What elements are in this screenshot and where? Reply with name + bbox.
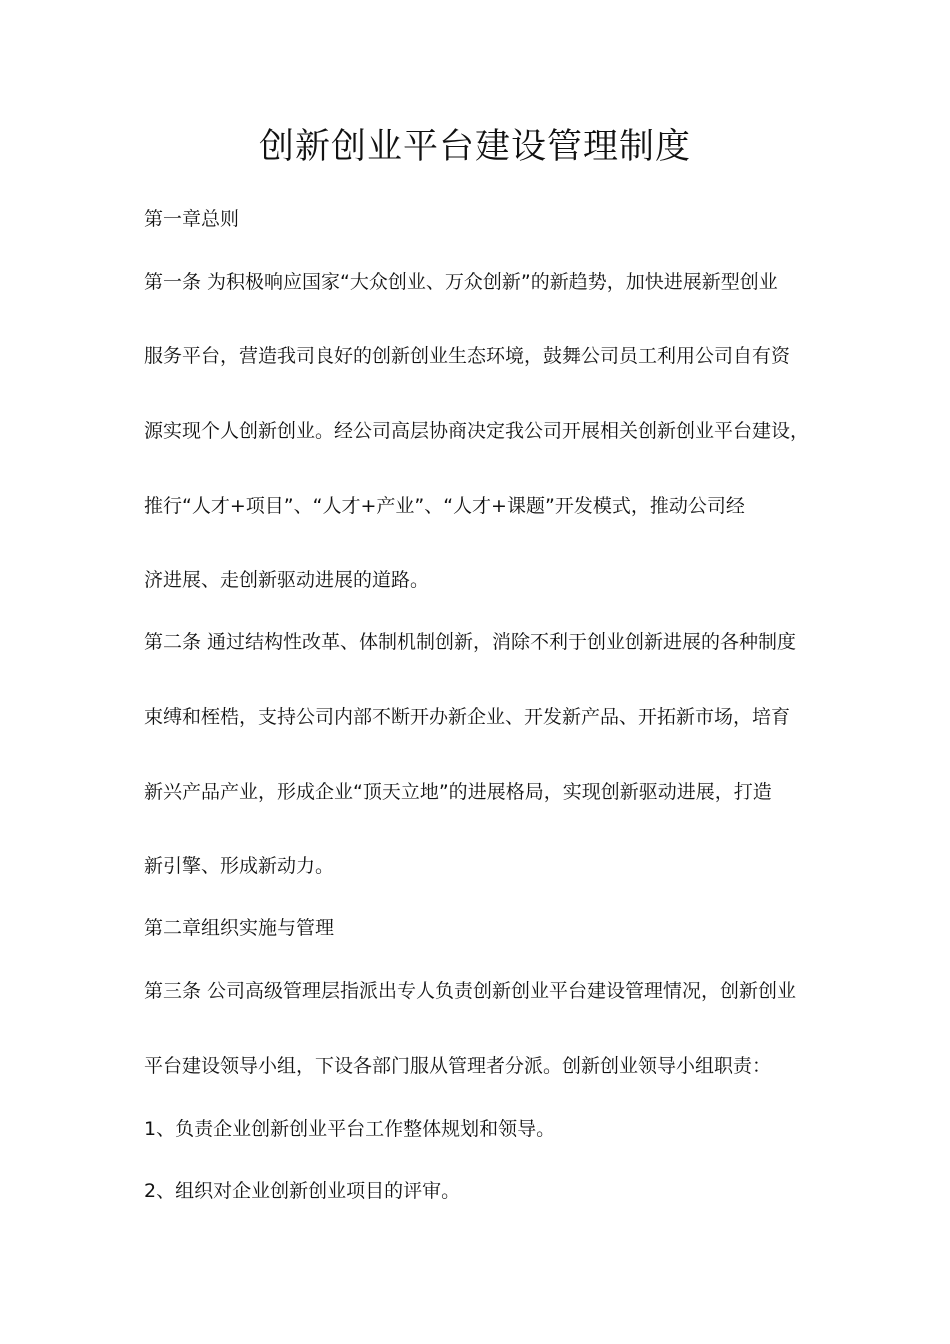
paragraph-line: 第一条 为积极响应国家“大众创业、万众创新”的新趋势，加快进展新型创业: [144, 271, 778, 293]
paragraph-line: 平台建设领导小组，下设各部门服从管理者分派。创新创业领导小组职责：: [144, 1055, 772, 1077]
paragraph-line: 源实现个人创新创业。经公司高层协商决定我公司开展相关创新创业平台建设，: [144, 420, 810, 442]
paragraph-line: 济进展、走创新驱动进展的道路。: [144, 569, 430, 591]
list-item: 2、组织对企业创新创业项目的评审。: [144, 1180, 461, 1202]
paragraph-line: 第二条 通过结构性改革、体制机制创新，消除不利于创业创新进展的各种制度: [144, 631, 797, 653]
list-item: 1、负责企业创新创业平台工作整体规划和领导。: [144, 1118, 556, 1140]
paragraph-line: 新兴产品产业，形成企业“顶天立地”的进展格局，实现创新驱动进展，打造: [144, 781, 772, 803]
chapter-heading: 第二章组织实施与管理: [144, 917, 335, 939]
chapter-heading: 第一章总则: [144, 208, 240, 230]
document-title: 创新创业平台建设管理制度: [258, 127, 691, 167]
paragraph-line: 推行“人才+项目”、“人才+产业”、“人才+课题”开发模式，推动公司经: [144, 495, 745, 517]
paragraph-line: 第三条 公司高级管理层指派出专人负责创新创业平台建设管理情况，创新创业: [144, 980, 797, 1002]
paragraph-line: 服务平台，营造我司良好的创新创业生态环境，鼓舞公司员工利用公司自有资: [144, 345, 791, 367]
paragraph-line: 新引擎、形成新动力。: [144, 855, 335, 877]
paragraph-line: 束缚和桎梏，支持公司内部不断开办新企业、开发新产品、开拓新市场，培育: [144, 706, 791, 728]
